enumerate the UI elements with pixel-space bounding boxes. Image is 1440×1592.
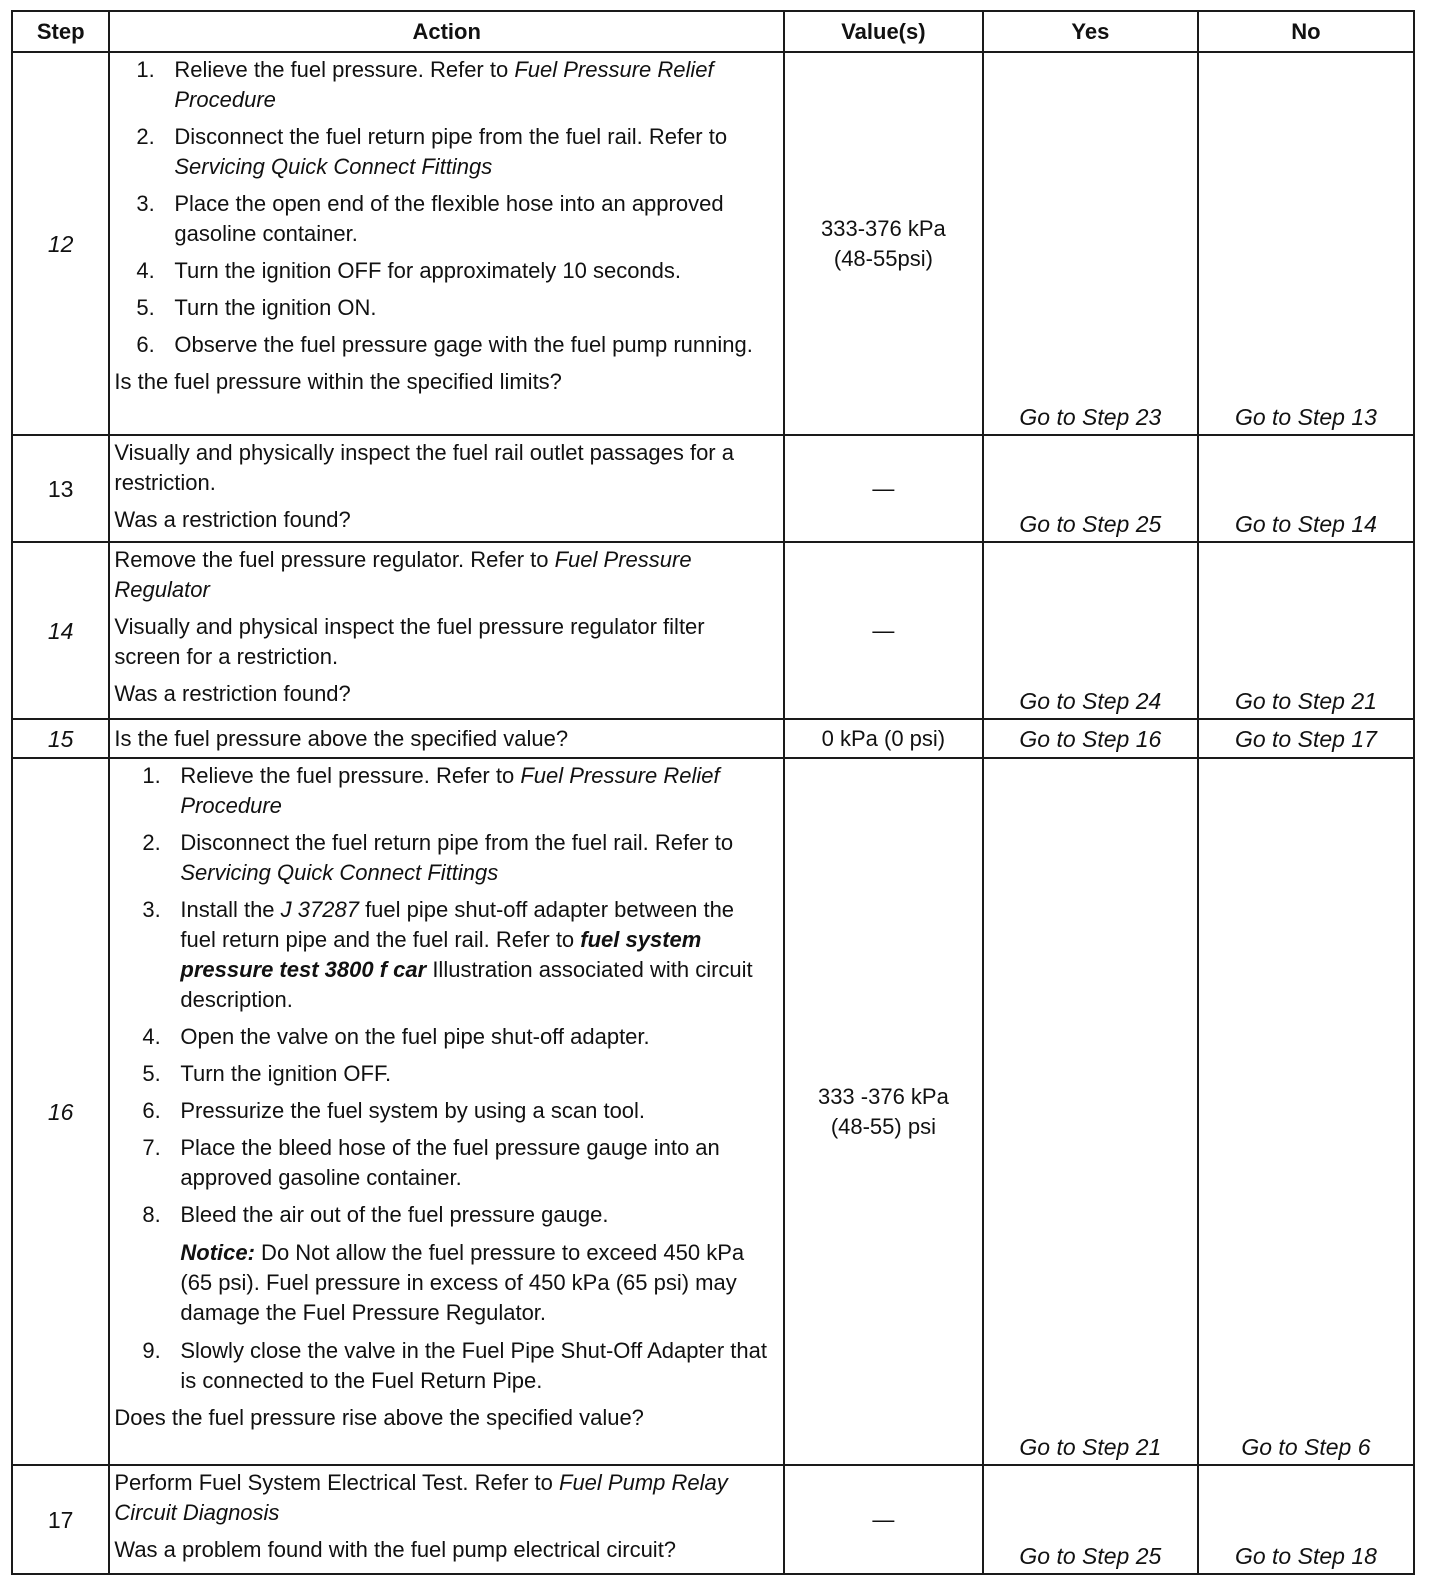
action-cell [109,758,784,1465]
no-goto: Go to Step 14 [1198,435,1414,542]
list-item: 6. Observe the fuel pressure gage with the fuel pump running. [136,332,753,357]
table-header-row [12,11,1414,52]
reference-link: Fuel Pump Relay Circuit Diagnosis [114,1470,728,1525]
table-row [12,52,1414,435]
value-cell: — [784,435,983,542]
action-question: Is the fuel pressure above the specified value? [114,725,569,751]
list-item: 8. Bleed the air out of the fuel pressure gauge. [142,1202,609,1227]
table-row [12,1465,1414,1574]
list-item: 3. Place the open end of the flexible hose into an approved gasoline container. [136,191,724,246]
header-yes: Yes [983,11,1198,52]
notice-label: Notice: [180,1240,255,1265]
reference-link: fuel system pressure test 3800 f car [180,927,702,982]
no-goto: Go to Step 18 [1198,1465,1414,1574]
action-question: Was a problem found with the fuel pump electrical circuit? [114,1537,677,1562]
action-cell: Remove the fuel pressure regulator. Refer to Fuel Pressure Regulator Visually and physical inspect the fuel pressure regulator filter screen for a restriction. Was a restriction found? [109,542,784,719]
list-item: 5. Turn the ignition OFF. [142,1061,392,1086]
header-step: Step [12,11,109,52]
action-question: Was a restriction found? [114,507,351,532]
list-item: 4. Open the valve on the fuel pipe shut-off adapter. [142,1024,650,1049]
yes-goto: Go to Step 23 [983,52,1198,435]
step-number: 13 [12,435,109,542]
list-item: 2. Disconnect the fuel return pipe from the fuel rail. Refer to Servicing Quick Connect Fittings [136,124,728,179]
step-number: 16 [12,758,109,1465]
no-goto: Go to Step 17 [1198,719,1414,758]
step-number: 15 [12,719,109,758]
value-cell: 333 -376 kPa (48-55) psi [784,758,983,1465]
yes-goto: Go to Step 16 [983,719,1198,758]
reference-link: Servicing Quick Connect Fittings [180,860,499,885]
action-question: Is the fuel pressure within the specified limits? [114,369,562,394]
reference-link: Servicing Quick Connect Fittings [174,154,493,179]
value-cell: 333-376 kPa (48-55psi) [784,52,983,435]
diagnostic-table [11,10,1415,1575]
header-value: Value(s) [784,11,983,52]
list-item: 4. Turn the ignition OFF for approximately 10 seconds. [136,258,682,283]
action-cell: Perform Fuel System Electrical Test. Refer to Fuel Pump Relay Circuit Diagnosis Was a problem found with the fuel pump electrical circuit? [109,1465,784,1574]
action-question: Was a restriction found? [114,681,351,706]
list-item: 3. Install the J 37287 fuel pipe shut-off adapter between the fuel return pipe and the fuel rail. Refer to fuel system pressure test 3800 f car Illustration associated with circuit description. [142,897,753,1012]
value-cell: — [784,542,983,719]
action-question: Does the fuel pressure rise above the specified value? [114,1405,644,1430]
yes-goto: Go to Step 21 [983,758,1198,1465]
header-action: Action [109,11,784,52]
action-steps [114,55,773,360]
table-row [12,719,1414,758]
reference-link: Fuel Pressure Relief Procedure [180,763,720,818]
yes-goto: Go to Step 25 [983,1465,1198,1574]
list-item: 2. Disconnect the fuel return pipe from the fuel rail. Refer to Servicing Quick Connect Fittings [142,830,734,885]
list-item: 5. Turn the ignition ON. [136,295,377,320]
list-item: 1. Relieve the fuel pressure. Refer to Fuel Pressure Relief Procedure [142,763,720,818]
header-no: No [1198,11,1414,52]
reference-link: Fuel Pressure Regulator [114,547,692,602]
yes-goto: Go to Step 25 [983,435,1198,542]
action-steps [114,761,773,1230]
no-goto: Go to Step 21 [1198,542,1414,719]
action-steps [114,1336,773,1396]
list-item: 7. Place the bleed hose of the fuel pressure gauge into an approved gasoline container. [142,1135,720,1190]
list-item: 6. Pressurize the fuel system by using a scan tool. [142,1098,646,1123]
value-cell: 0 kPa (0 psi) [784,719,983,758]
value-cell: — [784,1465,983,1574]
table-row [12,542,1414,719]
action-cell: Visually and physically inspect the fuel rail outlet passages for a restriction. Was a restriction found? [109,435,784,542]
list-item: 1. Relieve the fuel pressure. Refer to Fuel Pressure Relief Procedure [136,57,714,112]
step-number: 12 [12,52,109,435]
step-number: 17 [12,1465,109,1574]
list-item: 9. Slowly close the valve in the Fuel Pipe Shut-Off Adapter that is connected to the Fuel Return Pipe. [142,1338,767,1393]
action-cell [109,52,784,435]
reference-link: Fuel Pressure Relief Procedure [174,57,714,112]
table-row [12,758,1414,1465]
step-number: 14 [12,542,109,719]
no-goto: Go to Step 6 [1198,758,1414,1465]
yes-goto: Go to Step 24 [983,542,1198,719]
tool-number: J 37287 [280,897,359,922]
no-goto: Go to Step 13 [1198,52,1414,435]
notice-block: Notice: Do Not allow the fuel pressure to exceed 450 kPa (65 psi). Fuel pressure in excess of 450 kPa (65 psi) may damage the Fuel Pressure Regulator. [180,1240,745,1325]
table-row [12,435,1414,542]
action-cell [109,719,784,758]
